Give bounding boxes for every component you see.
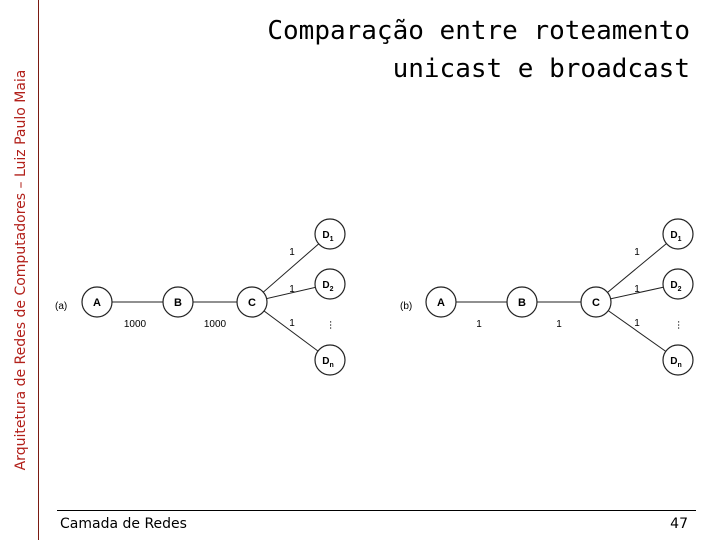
node-a — [82, 287, 112, 317]
page-number: 47 — [670, 516, 688, 532]
node-c — [237, 287, 267, 317]
node-a — [426, 287, 456, 317]
cost-c-d2: 1 — [634, 284, 640, 295]
slide-title-line-2: unicast e broadcast — [392, 54, 690, 84]
svg-text:A: A — [93, 297, 101, 309]
cost-c-d1: 1 — [634, 247, 640, 258]
sidebar — [0, 0, 39, 540]
figure-b-label: (b) — [400, 301, 413, 312]
svg-text:Dn: $D_n$ — [322, 356, 334, 369]
node-d2 — [663, 269, 693, 299]
slide-title-line-1: Comparação entre roteamento — [267, 16, 690, 46]
cost-b-c: 1000 — [203, 319, 227, 330]
figure-a — [55, 219, 345, 375]
svg-text:B: B — [174, 297, 182, 309]
cost-a-b: 1 — [476, 319, 482, 330]
cost-c-dn: 1 — [634, 318, 640, 329]
cost-c-dn: 1 — [289, 318, 295, 329]
svg-text:A: A — [437, 297, 445, 309]
cost-c-d2: 1 — [289, 284, 295, 295]
node-d1 — [663, 219, 693, 249]
svg-text:C: C — [248, 297, 256, 309]
sidebar-course-title: Arquitetura de Redes de Computadores – Luiz Paulo Maia — [13, 69, 29, 471]
node-c — [581, 287, 611, 317]
node-b — [507, 287, 537, 317]
figure-a-ellipsis: ... — [327, 320, 339, 330]
cost-b-c: 1 — [556, 319, 562, 330]
node-dn — [663, 345, 693, 375]
svg-text:C: C — [592, 297, 600, 309]
node-dn — [315, 345, 345, 375]
svg-text:Dn: $D_n$ — [670, 356, 682, 369]
cost-a-b: 1000 — [123, 319, 147, 330]
footer-section-name: Camada de Redes — [60, 516, 187, 532]
node-b — [163, 287, 193, 317]
svg-text:D1: $D_1$ — [322, 230, 334, 243]
node-d1 — [315, 219, 345, 249]
footer-divider — [57, 510, 696, 511]
figure-b — [400, 219, 693, 375]
svg-text:D1: $D_1$ — [670, 230, 682, 243]
svg-text:D2: $D_2$ — [322, 280, 334, 293]
node-d2 — [315, 269, 345, 299]
figure-b-ellipsis: ... — [675, 320, 687, 330]
slide-title — [70, 12, 690, 88]
figure-a-label: (a) — [55, 301, 68, 312]
svg-text:B: B — [518, 297, 526, 309]
cost-c-d1: 1 — [289, 247, 295, 258]
svg-text:D2: $D_2$ — [670, 280, 682, 293]
routing-comparison-diagram — [45, 205, 720, 385]
